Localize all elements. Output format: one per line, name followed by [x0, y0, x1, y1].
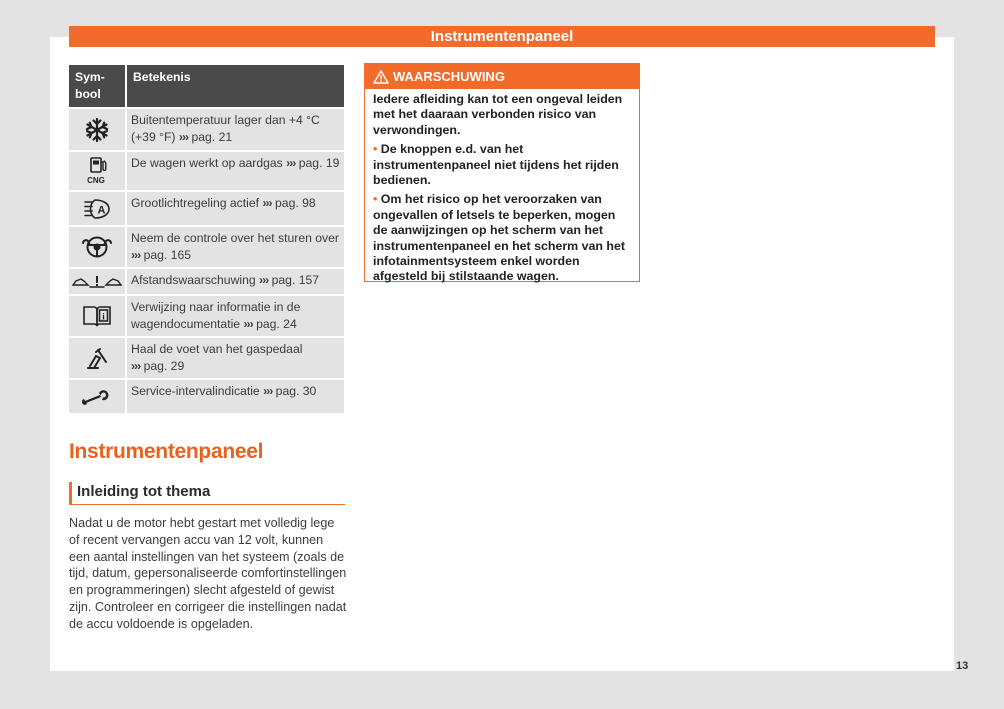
page-reference[interactable]: pag. 157	[271, 273, 320, 287]
table-row	[69, 109, 344, 150]
section-title: Instrumentenpaneel	[69, 440, 264, 463]
bullet-glyph: •	[373, 192, 378, 207]
page-reference[interactable]: pag. 19	[298, 156, 340, 170]
warning-header	[365, 64, 639, 89]
warning-triangle-icon	[373, 70, 389, 84]
table-row	[69, 338, 344, 378]
warning-bullet: • De knoppen e.d. van het instrumentenpaneel niet tijdens het rijden bedienen.	[373, 142, 619, 188]
bullet-glyph: •	[373, 142, 378, 157]
svg-text:A: A	[97, 204, 106, 216]
page-reference[interactable]: pag. 165	[143, 248, 192, 262]
reference-arrows: ›››	[259, 273, 269, 287]
reference-arrows: ›››	[262, 196, 272, 210]
reference-arrows: ›››	[263, 384, 273, 398]
row-text: Buitentemperatuur lager dan +4 °C (+39 °F)	[131, 113, 320, 144]
steering-wheel-icon	[80, 234, 114, 260]
foot-off-pedal-icon	[84, 346, 110, 370]
warning-box	[364, 63, 640, 282]
page-reference[interactable]: pag. 29	[143, 359, 185, 373]
high-beam-assist-icon	[83, 198, 111, 220]
page-reference[interactable]: pag. 30	[275, 384, 317, 398]
row-text: De wagen werkt op aardgas	[131, 156, 283, 170]
page-number: 13	[956, 660, 969, 672]
section-body: Nadat u de motor hebt gestart met volledig lege of recent vervangen accu van 12 volt, kunnen een aantal instellingen van het systeem (zoals de tijd, datum, gepersonaliseerde comfortinstellingen en programmeringen) slecht afgesteld of gewist zijn. Controleer en corrigeer die instellingen nadat de accu voldoende is opgeladen.	[69, 516, 347, 631]
warning-title: WAARSCHUWING	[393, 69, 505, 84]
row-text: Grootlichtregeling actief	[131, 196, 260, 210]
symbol-table	[69, 63, 344, 415]
row-text: Neem de controle over het sturen over	[131, 231, 339, 245]
reference-arrows: ›››	[131, 359, 141, 373]
column-header-meaning: Betekenis	[127, 65, 344, 107]
table-row	[69, 152, 344, 190]
column-header-symbol: Sym- bool	[69, 65, 127, 107]
reference-arrows: ›››	[243, 317, 253, 331]
reference-arrows: ›››	[131, 248, 141, 262]
warning-intro: Iedere afleiding kan tot een ongeval leiden met het daaraan verbonden risico van verwondingen.	[373, 92, 623, 137]
reference-arrows: ›››	[286, 156, 296, 170]
cng-label: CNG	[87, 176, 105, 185]
warning-body	[365, 89, 639, 285]
wrench-icon	[82, 388, 112, 406]
page-reference[interactable]: pag. 21	[191, 130, 233, 144]
table-header-row	[69, 65, 344, 107]
row-text: Haal de voet van het gaspedaal	[131, 342, 303, 356]
page-reference[interactable]: pag. 24	[256, 317, 297, 331]
table-row	[69, 227, 344, 267]
row-text: Verwijzing naar informatie in de wagendocumentatie	[131, 300, 301, 331]
row-text: Afstandswaarschuwing	[131, 273, 256, 287]
warning-bullet: • Om het risico op het veroorzaken van ongevallen of letsels te beperken, mogen de aanwijzingen op het scherm van het instrumentenpaneel en het scherm van het infotainmentsysteem enkel worden afgesteld bij stilstaande wagen.	[373, 192, 626, 284]
svg-text:i: i	[102, 311, 105, 322]
cng-fuel-icon	[84, 156, 110, 186]
chapter-header: Instrumentenpaneel	[69, 26, 935, 47]
reference-arrows: ›››	[178, 130, 189, 144]
table-row	[69, 269, 344, 294]
table-row	[69, 380, 344, 413]
page-reference[interactable]: pag. 98	[275, 196, 316, 210]
table-row	[69, 296, 344, 336]
section-subtitle: Inleiding tot thema	[69, 482, 345, 505]
manual-info-icon	[82, 304, 112, 328]
row-text: Service-intervalindicatie	[131, 384, 260, 398]
table-row	[69, 192, 344, 225]
snowflake-icon	[84, 117, 110, 143]
distance-warning-icon	[72, 274, 122, 290]
